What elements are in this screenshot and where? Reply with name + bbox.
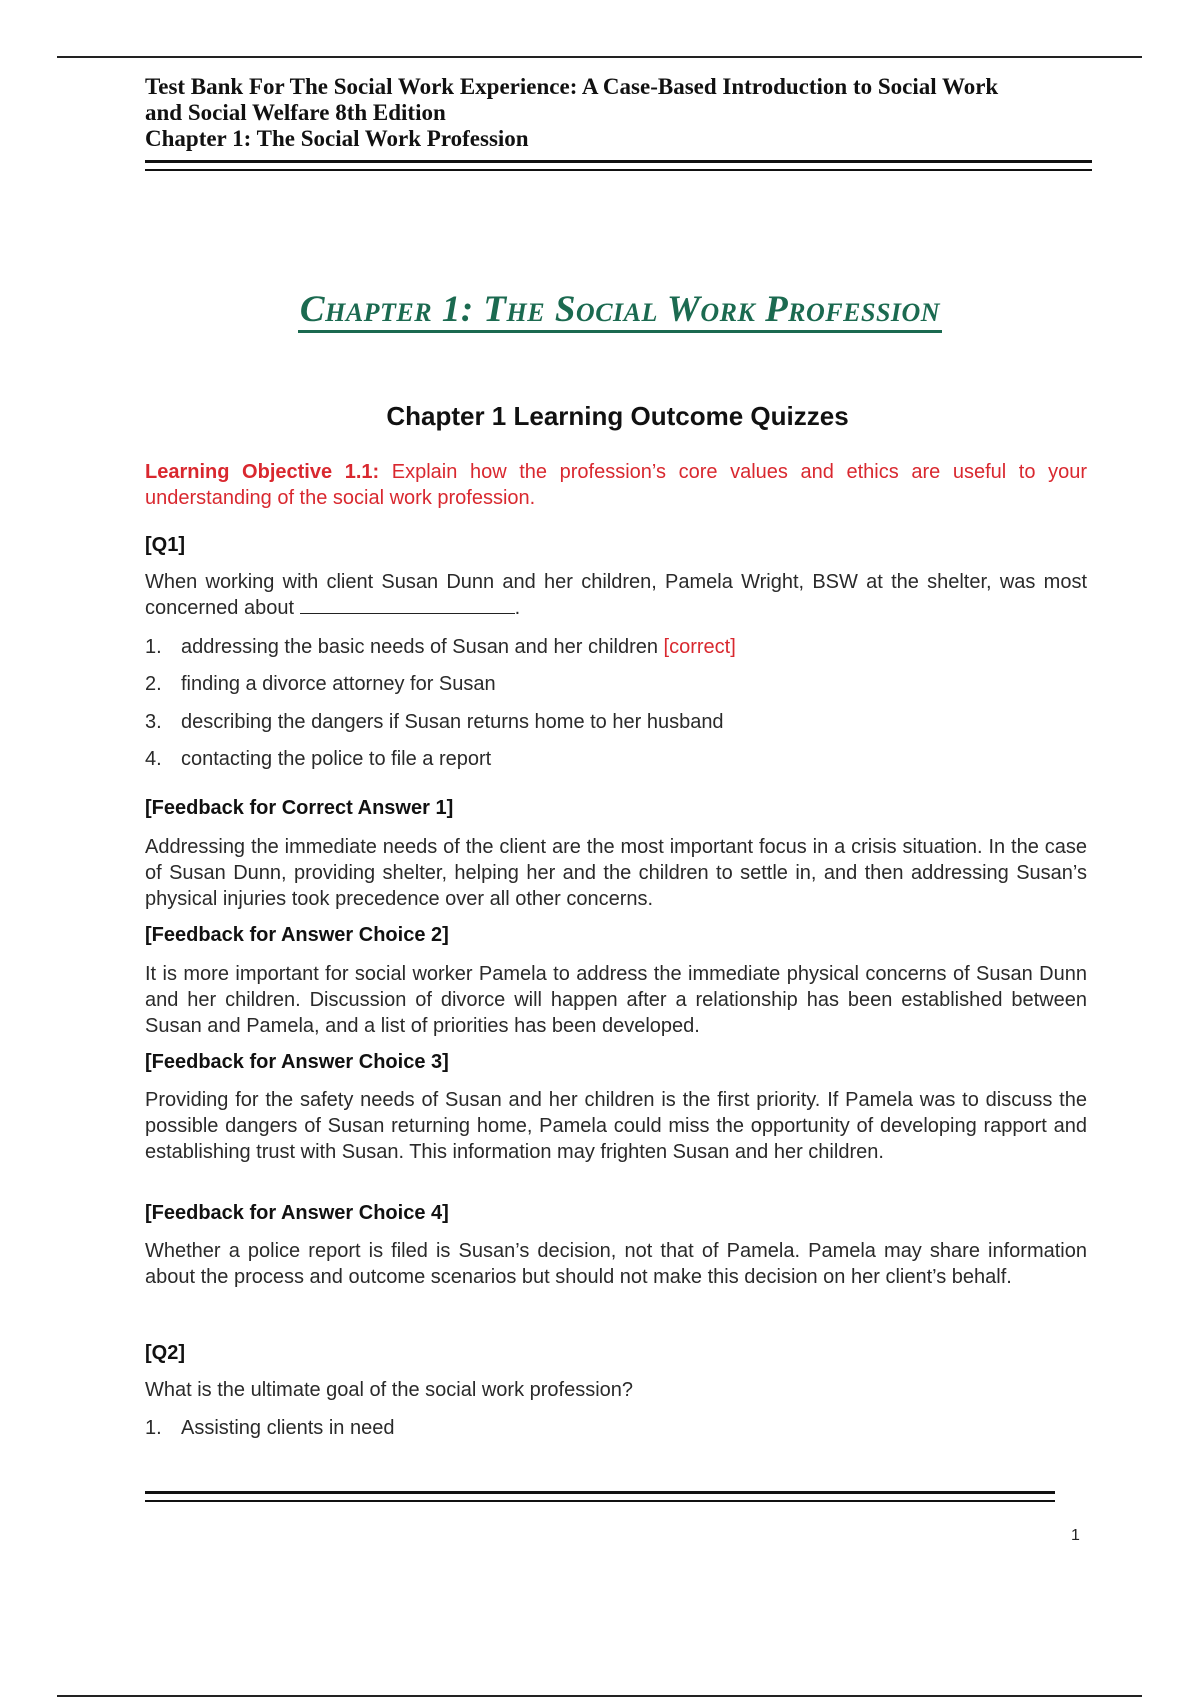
header-line-2: and Social Welfare 8th Edition — [145, 100, 446, 125]
feedback-heading-1: [Feedback for Correct Answer 1] — [145, 797, 454, 819]
header-line-1: Test Bank For The Social Work Experience: A Case-Based Introduction to Social Work — [145, 74, 999, 99]
header-line-3: Chapter 1: The Social Work Profession — [145, 126, 529, 151]
q1-label: [Q1] — [145, 534, 185, 556]
feedback-text-4: Whether a police report is filed is Susan’s decision, not that of Pamela. Pamela may share information about the process and outcome scenarios but should not make this decision on her client’s behalf. — [145, 1240, 1087, 1288]
footer-double-rule — [145, 1491, 1055, 1502]
q1-option-1 — [145, 634, 736, 660]
feedback-heading-2: [Feedback for Answer Choice 2] — [145, 924, 449, 946]
q2-stem: What is the ultimate goal of the social work profession? — [145, 1379, 634, 1401]
feedback-text-1: Addressing the immediate needs of the client are the most important focus in a crisis situation. In the case of Susan Dunn, providing shelter, helping her and the children to settle in, and then addressing Susan’s physical injuries took precedence over all other concerns. — [145, 836, 1087, 910]
feedback-text-3: Providing for the safety needs of Susan and her children is the first priority. If Pamela was to discuss the possible dangers of Susan returning home, Pamela could miss the opportunity of developing rapport and establishing trust with Susan. This information may frighten Susan and her children. — [145, 1089, 1087, 1163]
option-number: 3. — [145, 711, 162, 733]
option-number: 2. — [145, 673, 162, 695]
option-text: Assisting clients in need — [181, 1417, 395, 1439]
feedback-text-2: It is more important for social worker Pamela to address the immediate physical concerns of Susan Dunn and her children. Discussion of divorce will happen after a relationship has been established between Susan and Pamela, and a list of priorities has been developed. — [145, 963, 1087, 1037]
q1-stem: When working with client Susan Dunn and her children, Pamela Wright, BSW at the shelter, was most concerned about . — [145, 571, 1087, 619]
page-bottom-rule — [57, 1695, 1142, 1697]
header-double-rule — [145, 160, 1092, 171]
q1-answer-blank — [300, 595, 515, 614]
q2-label: [Q2] — [145, 1342, 185, 1364]
page-top-rule — [57, 56, 1142, 58]
learning-objective-label: Learning Objective 1.1: — [145, 461, 380, 483]
option-text: finding a divorce attorney for Susan — [181, 673, 496, 695]
feedback-heading-3: [Feedback for Answer Choice 3] — [145, 1051, 449, 1073]
option-number: 1. — [145, 636, 162, 658]
q1-option-4 — [145, 746, 491, 772]
q1-stem-text: When working with client Susan Dunn and her children, Pamela Wright, BSW at the shelter, was most concerned about — [145, 571, 1087, 619]
quiz-title: Chapter 1 Learning Outcome Quizzes — [386, 401, 849, 431]
correct-tag: [correct] — [663, 636, 736, 658]
option-text: describing the dangers if Susan returns home to her husband — [181, 711, 724, 733]
page-number: 1 — [1071, 1527, 1080, 1544]
running-header — [145, 74, 1095, 152]
learning-objective-text: Explain how the profession’s core values and ethics are useful to your understanding of the social work profession. — [145, 461, 1087, 509]
chapter-title — [0, 290, 1200, 333]
option-text: addressing the basic needs of Susan and her children — [181, 636, 658, 658]
q1-option-3 — [145, 709, 724, 735]
option-number: 4. — [145, 748, 162, 770]
option-text: contacting the police to file a report — [181, 748, 492, 770]
learning-objective — [145, 459, 1087, 511]
option-number: 1. — [145, 1417, 162, 1439]
chapter-title-text: Chapter 1: The Social Work Profession — [298, 290, 942, 333]
feedback-heading-4: [Feedback for Answer Choice 4] — [145, 1202, 449, 1224]
q2-option-1 — [145, 1415, 394, 1441]
q1-option-2 — [145, 671, 496, 697]
